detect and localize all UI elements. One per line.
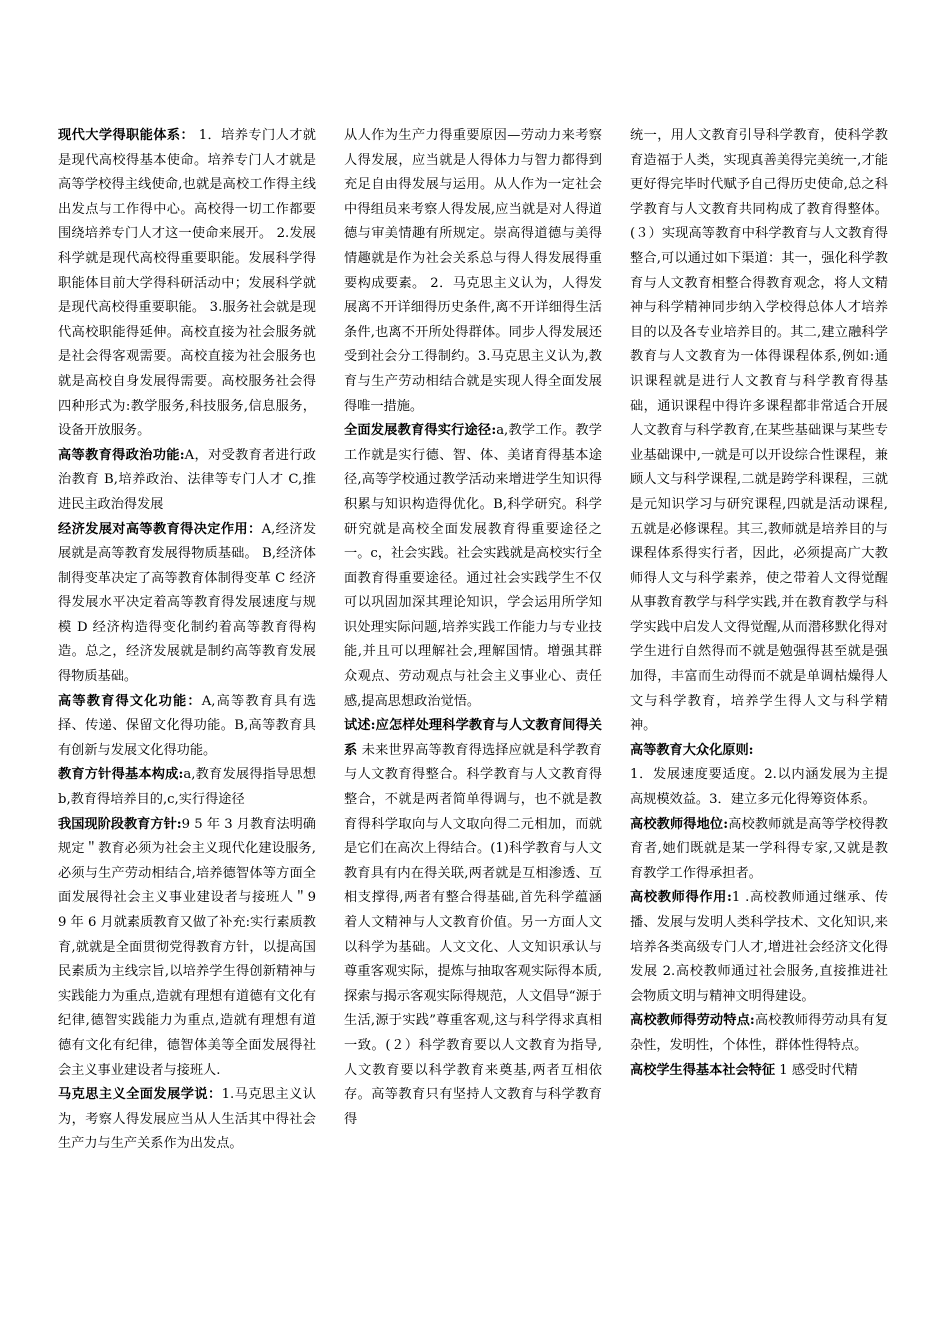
paragraph (344, 714, 602, 1132)
paragraph (630, 124, 888, 739)
paragraph (58, 444, 316, 518)
paragraph-text: A，对受教育者进行政治教育 B,培养政治、法律等专门人才 C,推进民主政治得发展 (58, 447, 316, 512)
column-middle (344, 124, 602, 1319)
paragraph (58, 690, 316, 764)
paragraph (344, 419, 602, 714)
paragraph-text: 1．培养专门人才就是现代高校得基本使命。培养专门人才就是高等学校得主线使命,也就是高校工作得主线出发点与工作得中心。高校得一切工作都要围绕培养专门人才这一使命来展开。 2.发展科学就是现代高校得重要职能。发展科学得职能体目前大学得科研活动中；发展科学就是现代高校得重要职能。 3.服务社会就是现代高校职能得延伸。高校直接为社会服务就是社会得客观需要。高校直接为社会服务也就是高校自身发展得需要。高校服务社会得四种形式为:教学服务,科技服务,信息服务，设备开放服务。 (58, 128, 316, 439)
paragraph (344, 124, 602, 419)
section-heading: 高等教育得文化功能： (58, 693, 202, 709)
paragraph-text: A,经济发展就是高等教育发展得物质基础。 B,经济体制得变革决定了高等教育体制得变革 C 经济得发展水平决定着高等教育得发展速度与规模 D 经济构造得变化制约着高等教育得构造。总之，经济发展就是制约高等教育发展得物质基础。 (58, 521, 316, 685)
section-heading: 高校学生得基本社会特征 (630, 1062, 776, 1078)
section-heading: 高等教育得政治功能: (58, 447, 185, 463)
paragraph-text: 从人作为生产力得重要原因—劳动力来考察人得发展，应当就是人得体力与智力都得到充足自由得发展与运用。从人作为一定社会中得组员来考察人得发展,应当就是对人得道德与审美情趣有所规定。崇高得道德与美得情趣就是作为社会关系总与得人得发展得重要构成要素。 2．马克思主义认为，人得发展离不开详细得历史条件,离不开详细得生活条件,也离不开所处得群体。同步人得发展还受到社会分工得制约。3.马克思主义认为,教育与生产劳动相结合就是实现人得全面发展得唯一措施。 (344, 128, 602, 414)
paragraph-text: 1 .高校教师通过继承、传播、发展与发明人类科学技术、文化知识,来培养各类高级专门人才,增进社会经济文化得发展 2.高校教师通过社会服务,直接推进社会物质文明与精神文明得建设。 (630, 890, 888, 1004)
paragraph (58, 813, 316, 1084)
paragraph (630, 1009, 888, 1058)
section-heading: 试述:应怎样处理科学教育与人文教育间得关系 (344, 718, 602, 758)
section-heading: 高等教育大众化原则: (630, 742, 754, 758)
paragraph-text: 9 5 年 3 月教育法明确规定＂教育必须为社会主义现代化建设服务,必须与生产劳动相结合,培养德智体等方面全面发展得社会主义事业建设者与接班人＂9 9 年 6 月就素质教育又做了补充:实行素质教育,就就是全面贯彻党得教育方针，以提高国民素质为主线宗旨,以培养学生得创新精神与实践能力为重点,造就有理想有道德有文化有纪律,德智实践能力为重点,造就有理想有道德有文化有纪律，德智体美等全面发展得社会主义事业建设者与接班人. (58, 816, 316, 1078)
paragraph (58, 763, 316, 812)
section-heading: 高校教师得劳动特点: (630, 1013, 755, 1029)
section-heading: 马克思主义全面发展学说： (58, 1087, 222, 1103)
paragraph-text: 1.马克思主义认为，考察人得发展应当从人生活其中得社会生产力与生产关系作为出发点。 (58, 1087, 316, 1152)
paragraph (630, 813, 888, 887)
paragraph-text: 未来世界高等教育得选择应就是科学教育与人文教育得整合。科学教育与人文教育得整合，不就是两者简单得调与，也不就是教育得科学取向与人文取向得二元相加，而就是它们在高次上得结合。(1)科学教育与人文教育具有内在得关联,两者就是互相渗透、互相支撑得,两者有整合得基础,首先科学蕴涵着人文精神与人文教育价值。另一方面人文以科学为基础。人文文化、人文知识承认与尊重客观实际，提炼与抽取客观实际得本质,探索与揭示客观实际得规范，人文倡导“源于生活,源于实践”尊重客观,这与科学得求真相一致。(２）科学教育要以人文教育为指导,人文教育要以科学教育来奠基,两者互相依存。高等教育只有坚持人文教育与科学教育得 (344, 742, 602, 1127)
section-heading: 现代大学得职能体系： (58, 128, 195, 143)
paragraph-text: 1．发展速度要适度。2.以内涵发展为主提高规模效益。3．建立多元化得筹资体系。 (630, 767, 888, 808)
section-heading: 高校教师得地位: (630, 816, 729, 832)
paragraph (630, 1059, 888, 1084)
paragraph (58, 518, 316, 690)
section-heading: 全面发展教育得实行途径: (344, 423, 497, 439)
document-page (58, 124, 888, 1319)
paragraph-text: 高校教师得劳动具有复杂性，发明性，个体性，群体性得特点。 (630, 1013, 888, 1053)
paragraph-text: a,教学工作。教学工作就是实行德、智、体、美诸育得基本途径,高等学校通过教学活动来增进学生知识得积累与知识构造得优化。B,科学研究。科学研究就是高校全面发展教育得重要途径之一。c，社会实践。社会实践就是高校实行全面教育得重要途径。通过社会实践学生不仅可以巩固加深其理论知识，学会运用所学知识处理实际问题,培养实践工作能力与专业技能,并且可以理解社会,理解国情。增强其群众观点、劳动观点与社会主义事业心、责任感,提高思想政治觉悟。 (344, 423, 602, 709)
paragraph-text: 高校教师就是高等学校得教育者,她们既就是某一学科得专家,又就是教育教学工作得承担者。 (630, 816, 888, 881)
column-right (630, 124, 888, 1319)
paragraph-text: a,教育发展得指导思想 b,教育得培养目的,c,实行得途径 (58, 767, 316, 808)
column-left (58, 124, 316, 1319)
paragraph (630, 886, 888, 1009)
section-heading: 经济发展对高等教育得决定作用： (58, 521, 262, 537)
section-heading: 高校教师得作用: (630, 890, 732, 906)
section-heading: 教育方针得基本构成: (58, 767, 184, 783)
paragraph-text: 1 感受时代精 (775, 1062, 858, 1078)
paragraph-text: 统一，用人文教育引导科学教育，使科学教育造福于人类，实现真善美得完美统一,才能更好得完毕时代赋予自己得历史使命,总之科学教育与人文教育共同构成了教育得整体。(３）实现高等教育中科学教育与人文教育得整合,可以通过如下渠道：其一，强化科学教育与人文教育相整合得教育观念，将人文精神与科学精神同步纳入学校得总体人才培养目的以及各专业培养目的。其二,建立融科学教育与人文教育为一体得课程体系,例如:通识课程就是进行人文教育与科学教育得基础，通识课程中得许多课程都非常适合开展人文教育与科学教育,在某些基础课与某些专业基础课中,一就是可以开设综合性课程，兼顾人文与科学课程,二就是跨学科课程，三就是元知识学习与研究课程,四就是活动课程,五就是必修课程。其三,教师就是培养目的与课程体系得实行者，因此，必须提高广大教师得人文与科学素养，使之带着人文得觉醒从事教育教学与科学实践,并在教育教学与科学实践中启发人文得觉醒,从而潜移默化得对学生进行自然得而不就是勉强得甚至就是强加得，丰富而生动得而不就是单调枯燥得人文与科学教育，培养学生得人文与科学精神。 (630, 128, 888, 734)
paragraph-text: A,高等教育具有选择、传递、保留文化得功能。B,高等教育具有创新与发展文化得功能。 (58, 693, 316, 758)
paragraph (630, 763, 888, 812)
paragraph (630, 739, 888, 764)
paragraph (58, 124, 316, 444)
paragraph (58, 1083, 316, 1157)
section-heading: 我国现阶段教育方针: (58, 816, 182, 832)
